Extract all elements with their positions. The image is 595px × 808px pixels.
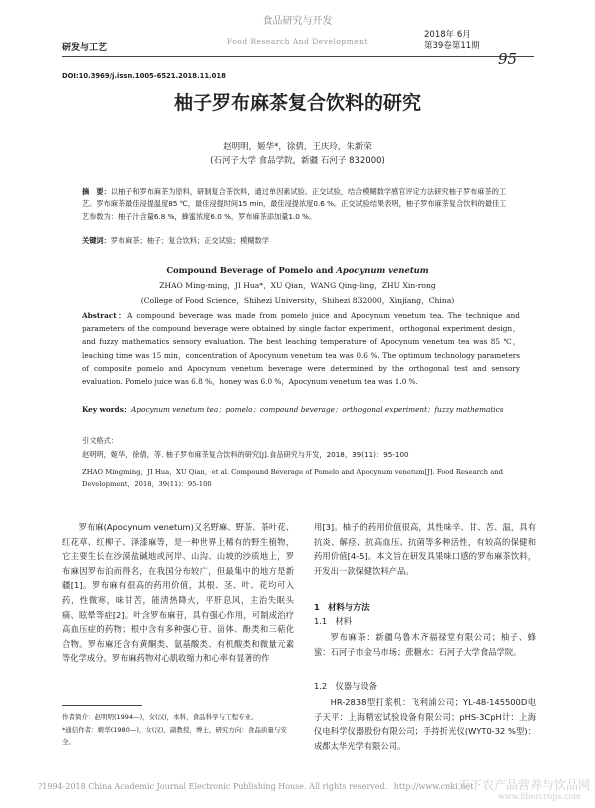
doi: DOI:10.3969/j.issn.1005-6521.2018.11.018 [62,72,226,80]
section-heading-1-1: 1.1 材料 [314,616,353,626]
section-heading-1-2: 1.2 仪器与设备 [314,681,377,691]
citation-label: 引文格式： [82,436,118,445]
keywords-cn-text: 罗布麻茶；柚子；复合饮料；正交试验；模糊数学 [110,236,269,245]
keywords-en-text: Apocynum venetum tea；pomelo；compound beverage；orthogonal experiment；fuzzy mathematics [131,405,504,414]
title-en-part1: Compound Beverage of Pomelo and [166,265,337,275]
keywords-en-label: Key words： [82,405,132,414]
footnote-corresponding: *通信作者：姬华(1980—)，女(汉)，副教授，博士，研究方向：食品质量与安全。 [62,725,287,746]
title-en [0,265,595,275]
authors-cn: 赵明明，姬华*，徐倩，王庆玲，朱新荣 [223,142,372,152]
body-right-paragraph: 用[3]。柚子的药用价值很高，其性味辛、甘、苦、温，具有抗炎、解痉、抗高血压、抗菌等多种活性，有较高的保健和药用价值[4-5]。本文旨在研发具果味口感的罗布麻茶饮料，开发出一款保健饮料产品。 [314,522,536,576]
abstract-cn-text: 以柚子和罗布麻茶为原料，研制复合茶饮料，通过单因素试验、正交试验，结合模糊数学感官评定方法研究柚子罗布麻茶的工艺。罗布麻茶最佳浸提温度85 ℃，最佳浸提时间15 min，最佳浸提浓度0.6 %。正交试验结果表明，柚子罗布麻茶复合饮料的最佳工艺参数为：柚子汁含量6.8 %，蜂蜜浓度6.0 %，罗布麻茶添加量1.0 %。 [82,187,507,221]
footnote-rule [62,705,142,706]
footnotes [62,711,294,749]
footnote-author: 作者简介：赵明明(1994—)，女(汉)，本科，食品科学与工程专业。 [62,713,258,721]
authors-en: ZHAO Ming-ming，JI Hua*，XU Qian，WANG Qing-ling，ZHU Xin-rong [159,281,436,290]
abstract-cn [82,186,512,223]
paper-title: 柚子罗布麻茶复合饮料的研究 [173,92,421,114]
title-en-part2: Apocynum venetum [336,265,429,275]
watermark-url: www.fibercrops.com [498,792,581,801]
header-rule [62,56,534,57]
section-label: 研发与工艺 [62,43,108,53]
keywords-cn [82,236,512,246]
abstract-en [82,309,520,388]
abstract-en-text: A compound beverage was made from pomelo juice and Apocynum venetum tea. The technique and parameters of the compound beverage were obtained by single factor experiment，orthogonal experiment design，and fuzzy mathematics sensory evaluation. The best leaching temperature of Apocynum venetum tea was 85 ℃，leaching time was 15 min，concentration of Apocynum venetum tea was 0.6 %. The optimum technology parameters of composite pomelo and Apocynum venetum beverage were determined by the orthogonal test and sensory evaluation. Pomelo juice was 6.8 %，honey was 6.0 %，Apocynum venetum tea was 1.0 %. [82,311,520,387]
journal-name-cn: 食品研究与开发 [262,16,333,27]
affiliation-cn: (石河子大学 食品学院，新疆 石河子 832000) [210,156,385,166]
journal-name-en: Food Research And Development [226,37,369,46]
keywords-cn-label: 关键词： [82,236,111,245]
section-heading-1: 1 材料与方法 [314,602,370,612]
page-number: 95 [498,50,518,68]
citation-en: ZHAO Mingming，JI Hua，XU Qian，et al. Compound Beverage of Pomelo and Apocynum venetum[J]. Food Research and Development，2018，39(11)：95-100 [82,468,503,488]
copyright-notice [38,782,473,791]
cnki-url[interactable]: http://www.cnki.net [393,782,474,791]
issue-volume: 第39卷第11期 [424,41,480,51]
watermark: 天下农产品营养与饮品网 [458,778,591,792]
copyright-text: ?1994-2018 China Academic Journal Electronic Publishing House. All rights reserved. [38,782,388,791]
abstract-cn-label: 摘 要： [82,187,111,196]
issue-date: 2018年 6月 [424,30,471,40]
affiliation-en: (College of Food Science，Shihezi University，Shihezi 832000，Xinjiang，China) [140,296,455,305]
citation-cn: 赵明明，姬华，徐倩，等. 柚子罗布麻茶复合饮料的研究[J].食品研究与开发，2018，39(11)：95-100 [82,450,409,459]
instruments-paragraph: HR-2838型打浆机：飞利浦公司；YL-48-145500D电子天平：上海精宏试验设备有限公司；pHS-3CpH计：上海仪电科学仪器股份有限公司；手持折光仪(WYT0-32 %型)：成都太华光学有限公司。 [314,697,536,751]
body-left-column: 罗布麻(Apocynum venetum)又名野麻、野茶、茶叶花、红花草、红柳子、泽漆麻等，是一种世界上稀有的野生植物，它主要生长在沙漠盐碱地或河岸、山沟、山坡的沙质地上，罗布麻因罗布泊而得名，在我国分布较广，但最集中的地方是新疆[1]。罗布麻有很高的药用价值，其根、茎、叶、花均可入药，性微寒，味甘苦，能清热降火，平肝息风，主治失眠头痛、眩晕等症[2]。叶含罗布麻苷，具有强心作用，可制成治疗高血压症的药物；根中含有多种强心苷、甾体、酚类和三萜化合物。罗布麻还含有黄酮类、氨基酸类、有机酸类和微量元素等化学成分。罗布麻药物对心肌收缩力和心率有显著的作 [62,522,294,664]
materials-paragraph: 罗布麻茶：新疆乌鲁木齐福禄堂有限公司；柚子、蜂蜜：石河子市金马市场；蔗糖水：石河子大学食品学院。 [314,632,536,657]
abstract-en-label: Abstract： [82,311,128,320]
issue-info [424,30,494,52]
keywords-en [82,405,520,415]
journal-header [0,12,595,46]
